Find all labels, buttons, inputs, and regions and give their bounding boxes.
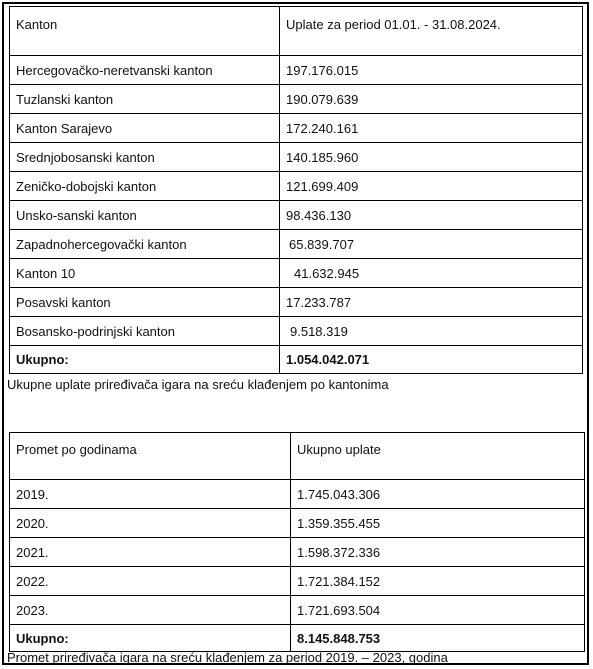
canton-name: Zapadnohercegovački kanton	[10, 230, 280, 259]
table-row	[10, 317, 583, 346]
table-row	[10, 567, 585, 596]
canton-value: 98.436.130	[280, 201, 583, 230]
canton-name: Posavski kanton	[10, 288, 280, 317]
table-row	[10, 85, 583, 114]
canton-name: Kanton 10	[10, 259, 280, 288]
table2-caption: Promet priređivača igara na sreću klađenjem za period 2019. – 2023, godina	[7, 650, 448, 665]
canton-value: 172.240.161	[280, 114, 583, 143]
header-turnover-by-year: Promet po godinama	[10, 433, 291, 480]
table-total-row	[10, 625, 585, 652]
year-value: 1.359.355.455	[291, 509, 585, 538]
table-row	[10, 143, 583, 172]
canton-value: 197.176.015	[280, 56, 583, 85]
header-canton: Kanton	[10, 7, 280, 56]
total-label: Ukupno:	[10, 625, 291, 652]
total-label: Ukupno:	[10, 346, 280, 374]
canton-name: Srednjobosanski kanton	[10, 143, 280, 172]
year-value: 1.721.693.504	[291, 596, 585, 625]
total-value: 1.054.042.071	[280, 346, 583, 374]
year: 2019.	[10, 480, 291, 509]
canton-value: 140.185.960	[280, 143, 583, 172]
canton-name: Hercegovačko-neretvanski kanton	[10, 56, 280, 85]
table-row	[10, 288, 583, 317]
canton-name: Unsko-sanski kanton	[10, 201, 280, 230]
year: 2022.	[10, 567, 291, 596]
table-header-row	[10, 433, 585, 480]
table-header-row	[10, 7, 583, 56]
table-row	[10, 480, 585, 509]
year-value: 1.598.372.336	[291, 538, 585, 567]
canton-name: Kanton Sarajevo	[10, 114, 280, 143]
table1-caption: Ukupne uplate priređivača igara na sreću klađenjem po kantonima	[7, 377, 389, 392]
canton-value: 121.699.409	[280, 172, 583, 201]
table-row	[10, 56, 583, 85]
table-row	[10, 114, 583, 143]
header-payments-period: Uplate za period 01.01. - 31.08.2024.	[280, 7, 583, 56]
table-row	[10, 201, 583, 230]
table-row	[10, 509, 585, 538]
year: 2021.	[10, 538, 291, 567]
year: 2020.	[10, 509, 291, 538]
table-row	[10, 172, 583, 201]
canton-value: 17.233.787	[280, 288, 583, 317]
year-value: 1.721.384.152	[291, 567, 585, 596]
canton-name: Zeničko-dobojski kanton	[10, 172, 280, 201]
canton-value: 65.839.707	[280, 230, 583, 259]
table-row	[10, 596, 585, 625]
canton-name: Tuzlanski kanton	[10, 85, 280, 114]
canton-value: 190.079.639	[280, 85, 583, 114]
table-row	[10, 230, 583, 259]
table-row	[10, 259, 583, 288]
yearly-turnover-table	[9, 432, 585, 652]
table-row	[10, 538, 585, 567]
canton-value: 41.632.945	[280, 259, 583, 288]
canton-name: Bosansko-podrinjski kanton	[10, 317, 280, 346]
canton-value: 9.518.319	[280, 317, 583, 346]
year: 2023.	[10, 596, 291, 625]
header-total-payments: Ukupno uplate	[291, 433, 585, 480]
table-total-row	[10, 346, 583, 374]
year-value: 1.745.043.306	[291, 480, 585, 509]
total-value: 8.145.848.753	[291, 625, 585, 652]
canton-payments-table	[9, 6, 583, 374]
